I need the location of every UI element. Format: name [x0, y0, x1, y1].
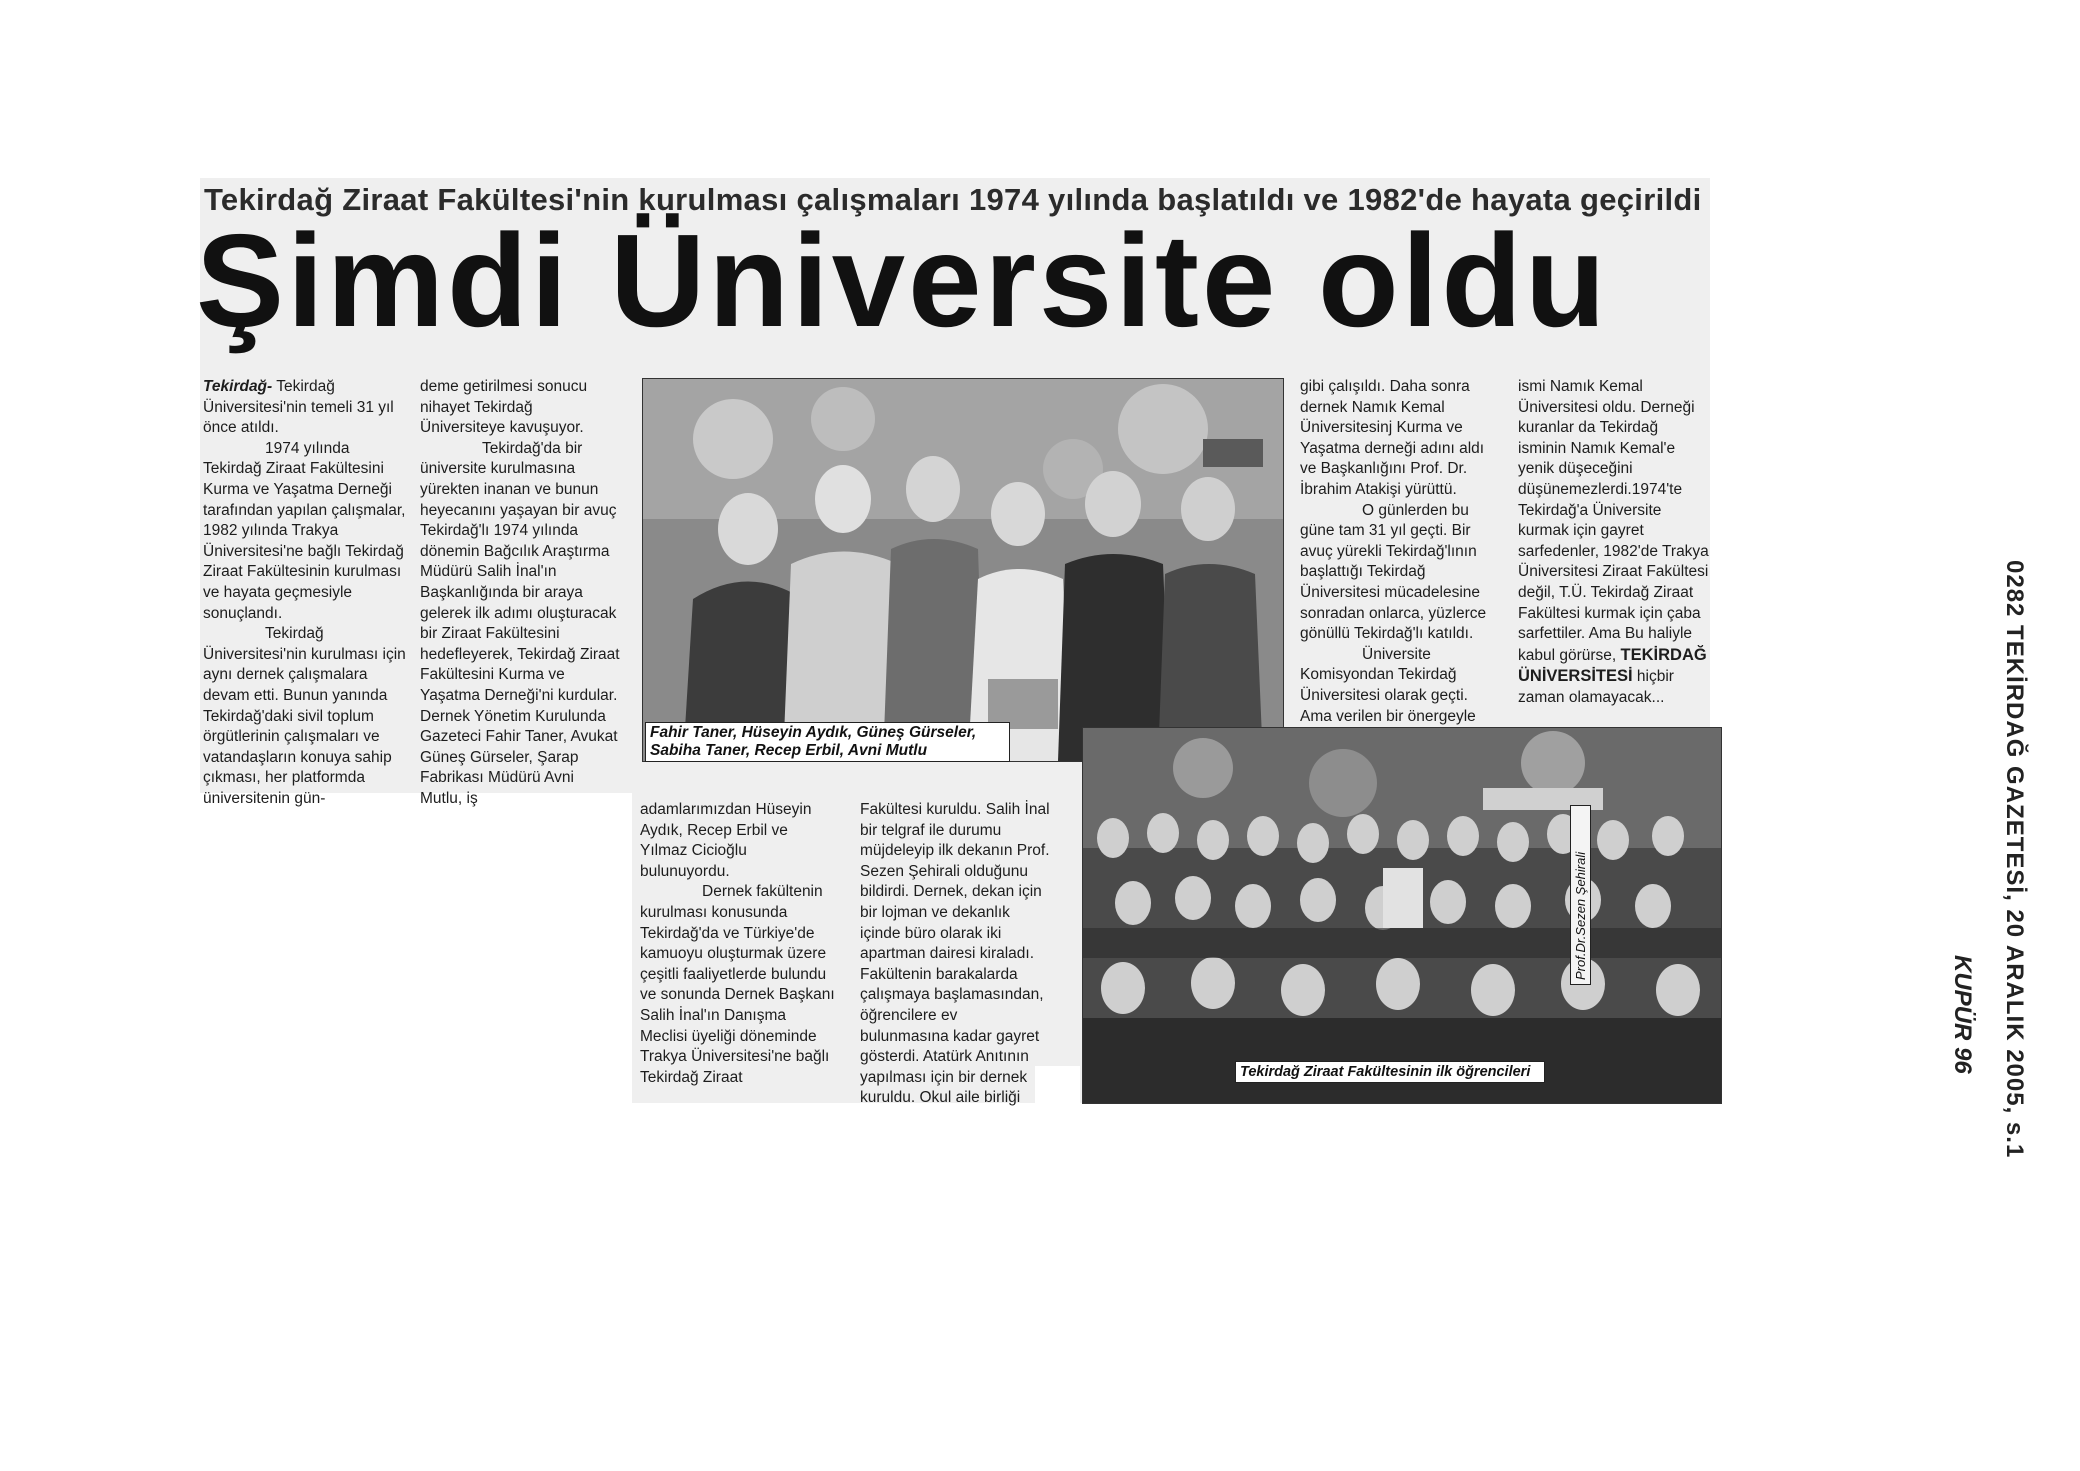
column-1-paragraph-2: 1974 yılında Tekirdağ Ziraat Fakültesini Kurma ve Yaşatma Derneği tarafından yapılan çalışmalar, 1982 yılında Trakya Üniversitesi'ne bağlı Tekirdağ Ziraat Fakültesinin kurulması ve hayata geçmesiyle sonuçlandı.: [203, 439, 406, 622]
column-5-paragraph-1: gibi çalışıldı. Daha sonra dernek Namık Kemal Üniversitesinj Kurma ve Yaşatma derneği adını aldı ve Başkanlığını Prof. Dr. İbrahim Atakişi yürüttü.: [1300, 378, 1485, 498]
clipping-cutout-left: [200, 793, 632, 1105]
column-1-paragraph-1: Tekirdağ Üniversitesi'nin temeli 31 yıl önce atıldı.: [203, 378, 394, 437]
column-3-paragraph-1: adamlarımızdan Hüseyin Aydık, Recep Erbil ve Yılmaz Cicioğlu bulunuyordu.: [640, 801, 812, 880]
article-column-1: [203, 377, 408, 809]
column-2-paragraph-2: Tekirdağ'da bir üniversite kurulmasına yürekten inanan ve bunun heyecanını yaşayan bir avuç Tekirdağ'lı 1974 yılında dönemin Bağcılık Araştırma Müdürü Salih İnal'ın Başkanlığında bir araya gelerek ilk adımı oluşturacak bir Ziraat Fakültesini hedefleyerek, Tekirdağ Ziraat Fakültesini Kurma ve Yaşatma Derneği'ni kurdular. Dernek Yönetim Kurulunda Gazeteci Fahir Taner, Avukat Güneş Gürseler, Şarap Fabrikası Müdürü Avni Mutlu, iş: [420, 439, 620, 807]
photo-group-portrait-caption: [645, 722, 1010, 762]
column-1-paragraph-3: Tekirdağ Üniversitesi'nin kurulması için aynı dernek çalışmalara devam etti. Bunun yanında Tekirdağ'daki sivil toplum örgütlerinin çalışmaları ve vatandaşların konuya sahip çıkması, her platformda üniversitenin gün-: [203, 625, 406, 807]
article-column-5: [1300, 377, 1500, 727]
caption-line-1: Fahir Taner, Hüseyin Aydık, Güneş Gürseler,: [650, 724, 977, 741]
photo-credit: Prof.Dr.Sezen Şehirali: [1570, 805, 1591, 985]
column-2-paragraph-1: deme getirilmesi sonucu nihayet Tekirdağ Üniversiteye kavuşuyor.: [420, 378, 588, 437]
column-6-ending: hiçbir zaman olamayacak...: [1518, 668, 1674, 706]
article-kicker: Tekirdağ Ziraat Fakültesi'nin kurulması çalışmaları 1974 yılında başlatıldı ve 1982'de hayata geçirildi: [204, 182, 1702, 217]
column-4-paragraph-1: Fakültesi kuruldu. Salih İnal bir telgraf ile durumu müjdeleyip ilk dekanın Prof. Sezen Şehirali olduğunu bildirdi. Dernek, dekan için bir lojman ve dekanlık içinde büro olarak iki apartman dairesi kiraladı. Fakültenin barakalarda çalışmaya başlamasından, öğrencilere ev bulunmasına kadar gayret gösterdi. Atatürk Anıtının yapılması için bir dernek kuruldu. Okul aile birliği: [860, 801, 1050, 1107]
article-column-2: [420, 377, 620, 809]
dateline: Tekirdağ-: [203, 378, 273, 395]
column-6-bold-phrase: TEKİRDAĞ ÜNİVERSİTESİ: [1518, 645, 1707, 686]
article-column-3: [640, 800, 835, 1088]
article-column-4: [860, 800, 1050, 1109]
column-3-paragraph-2: Dernek fakültenin kurulması konusunda Tekirdağ'da ve Türkiye'de kamuoyu oluşturmak üzere çeşitli faaliyetlerde bulundu ve sonunda Dernek Başkanı Salih İnal'ın Danışma Meclisi üyeliği döneminde Trakya Üniversitesi'ne bağlı Tekirdağ Ziraat: [640, 883, 835, 1086]
caption-line-2: Sabiha Taner, Recep Erbil, Avni Mutlu: [650, 742, 928, 759]
photo-group-portrait: [642, 378, 1284, 762]
article-headline: Şimdi Üniversite oldu: [196, 207, 1609, 354]
source-citation: 0282 TEKİRDAĞ GAZETESİ, 20 ARALIK 2005, s.1: [2001, 560, 2028, 1159]
photo-first-students-caption: Tekirdağ Ziraat Fakültesinin ilk öğrencileri: [1235, 1061, 1545, 1083]
photo-first-students: [1082, 727, 1722, 1104]
column-5-paragraph-2: O günlerden bu güne tam 31 yıl geçti. Bir avuç yürekli Tekirdağ'lının başlattığı Tekirdağ Üniversitesi mücadelesine sonradan onlarca, yüzlerce gönüllü Tekirdağ'lı katıldı.: [1300, 501, 1487, 643]
article-column-6: [1518, 377, 1710, 709]
clipping-number: KUPÜR 96: [1949, 955, 1976, 1074]
column-5-paragraph-3: Üniversite Komisyondan Tekirdağ Üniversitesi olarak geçti. Ama verilen bir önergeyle: [1300, 645, 1476, 725]
column-6-paragraph-1: ismi Namık Kemal Üniversitesi oldu. Derneği kuranlar da Tekirdağ isminin Namık Kemal'e yenik düşeceğini düşünemezlerdi.1974'te Tekirdağ'a Üniversite kurmak için gayret sarfedenler, 1982'de Trakya Üniversitesi Ziraat Fakültesi değil, T.Ü. Tekirdağ Ziraat Fakültesi kurmak için çaba sarfettiler. Ama Bu haliyle kabul görürse,: [1518, 378, 1709, 664]
